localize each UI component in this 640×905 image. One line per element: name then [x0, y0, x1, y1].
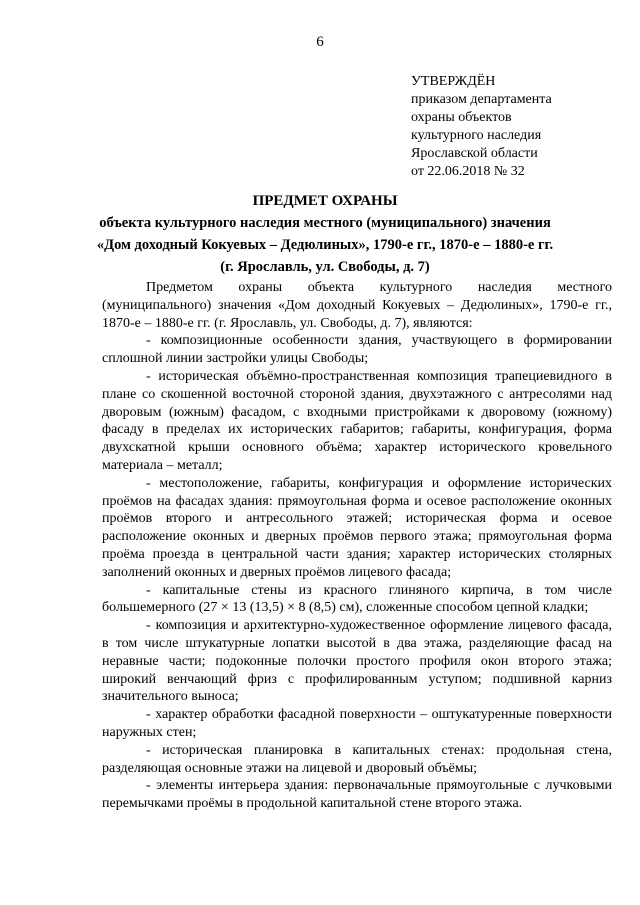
page-number: 6	[316, 34, 324, 50]
list-item: - историческая объёмно-пространственная композиция трапециевидного в плане со скошенной восточной стороной здания, двухэтажного с антресолями над дворовым (южным) фасадом, с входными пристройками к дворовому (южному) фасаду в пределах их исторических габаритов; габариты, конфигурация, форма двухскатной крыши основного объёма; характер исторического кровельного материала – металл;	[102, 368, 612, 473]
approval-line: Ярославской области	[411, 146, 538, 161]
document-body	[102, 279, 612, 813]
list-item: - композиция и архитектурно-художественное оформление лицевого фасада, в том числе штукатурные лопатки высотой в два этажа, разделяющие фасад на неравные части; подоконные полочки простого профиля окон второго этажа; широкий венчающий фриз с профилированным уступом; подшивной карниз значительного выноса;	[102, 618, 612, 705]
approval-line: от 22.06.2018 № 32	[411, 164, 525, 179]
approval-block	[411, 73, 611, 181]
list-item: - композиционные особенности здания, участвующего в формировании сплошной линии застройки улицы Свободы;	[102, 333, 612, 367]
list-item: - местоположение, габариты, конфигурация и оформление исторических проёмов на фасадах здания: прямоугольная форма и осевое расположение оконных проёмов второго и антресольного этажей; историческая форма и осевое расположение оконных и дверных проёмов первого этажа; прямоугольная форма проёма проезда в центральной части здания; характер исторических столярных заполнений оконных и дверных проёмов лицевого фасада;	[102, 475, 612, 580]
approval-line: культурного наследия	[411, 128, 542, 143]
heading-line: «Дом доходный Кокуевых – Дедюлиных», 1790-е гг., 1870-е – 1880-е гг.	[96, 237, 554, 253]
heading-title: ПРЕДМЕТ ОХРАНЫ	[252, 193, 398, 209]
approval-line: УТВЕРЖДЁН	[411, 74, 496, 89]
list-item: - характер обработки фасадной поверхности – оштукатуренные поверхности наружных стен;	[102, 707, 612, 740]
document-heading	[90, 190, 560, 278]
list-item: - элементы интерьера здания: первоначальные прямоугольные с лучковыми перемычками проёмы в продольной капитальной стене второго этажа.	[102, 778, 612, 812]
list-item: - историческая планировка в капитальных стенах: продольная стена, разделяющая основные этажи на лицевой и дворовый объёмы;	[102, 742, 612, 776]
intro-paragraph: Предметом охраны объекта культурного наследия местного (муниципального) значения «Дом доходный Кокуевых – Дедюлиных», 1790-е гг., 1870-е – 1880-е гг. (г. Ярославль, ул. Свободы, д. 7), являются:	[102, 280, 612, 331]
heading-line: объекта культурного наследия местного (муниципального) значения	[99, 215, 551, 231]
approval-line: приказом департамента	[411, 92, 552, 107]
approval-line: охраны объектов	[411, 110, 512, 125]
list-item: - капитальные стены из красного глиняного кирпича, в том числе большемерного (27 × 13 (13,5) × 8 (8,5) см), сложенные способом цепной кладки;	[102, 582, 612, 616]
heading-line: (г. Ярославль, ул. Свободы, д. 7)	[220, 259, 430, 275]
